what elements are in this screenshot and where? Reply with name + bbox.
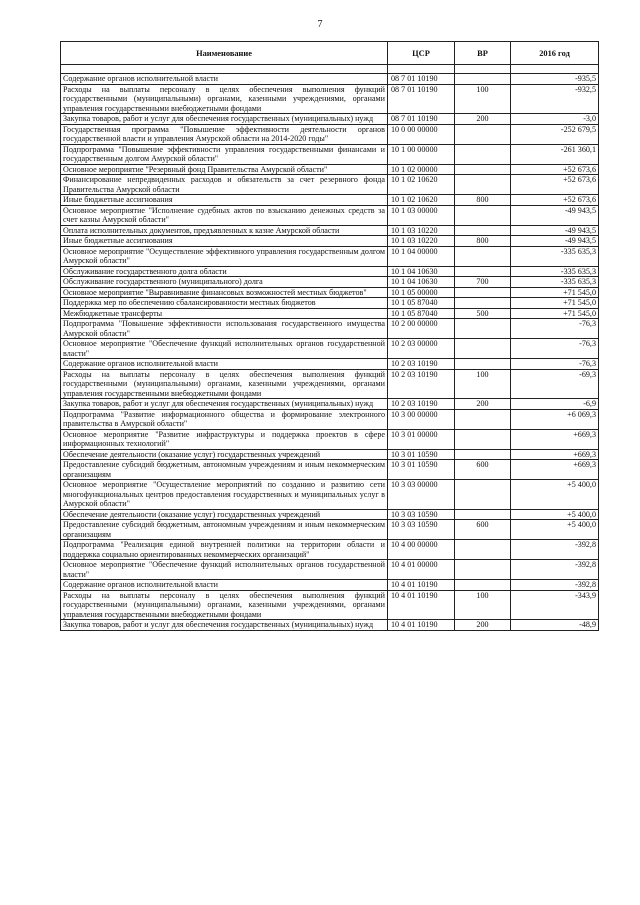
row-sum-cell: -76,3 [511,339,599,359]
row-csr-cell: 10 1 02 10620 [388,195,455,206]
row-csr-cell: 10 3 03 10590 [388,509,455,520]
row-csr-cell: 10 3 03 10590 [388,520,455,540]
row-vr-cell [455,449,511,460]
table-row [61,308,599,319]
header-name: Наименование [61,42,388,65]
row-sum-cell: +52 673,6 [511,164,599,175]
row-vr-cell: 200 [455,399,511,410]
table-row [61,580,599,591]
row-csr-cell: 10 1 05 00000 [388,287,455,298]
row-name-cell: Основное мероприятие "Осуществление эффективного управления государственным долгом Амурской области" [61,246,388,266]
row-vr-cell [455,287,511,298]
table-header-row [61,42,599,65]
row-name-cell: Содержание органов исполнительной власти [61,74,388,85]
row-name-cell: Иные бюджетные ассигнования [61,236,388,247]
row-sum-cell: -335 635,3 [511,246,599,266]
row-vr-cell [455,509,511,520]
table-row [61,124,599,144]
row-csr-cell: 10 3 00 00000 [388,409,455,429]
row-csr-cell: 10 1 03 10220 [388,225,455,236]
row-name-cell: Поддержка мер по обеспечению сбалансированности местных бюджетов [61,298,388,309]
row-name-cell: Предоставление субсидий бюджетным, автономным учреждениям и иным некоммерческим организациям [61,460,388,480]
row-csr-cell: 10 2 03 10190 [388,359,455,370]
row-csr-cell [388,65,455,74]
row-sum-cell: +5 400,0 [511,520,599,540]
row-csr-cell: 10 2 03 10190 [388,399,455,410]
table-row [61,65,599,74]
table-row [61,339,599,359]
table-row [61,540,599,560]
row-name-cell: Закупка товаров, работ и услуг для обеспечения государственных (муниципальных) нужд [61,114,388,125]
table-row [61,319,599,339]
row-vr-cell: 200 [455,620,511,631]
row-sum-cell: +5 400,0 [511,480,599,510]
row-name-cell: Основное мероприятие "Обеспечение функций исполнительных органов государственной власти" [61,339,388,359]
row-vr-cell [455,298,511,309]
row-vr-cell [455,124,511,144]
row-vr-cell [455,164,511,175]
row-name-cell: Расходы на выплаты персоналу в целях обеспечения выполнения функций государственными (муниципальными) органами, казенными учреждениями, органами управления государственными внебюджетными фондами [61,369,388,399]
row-vr-cell: 200 [455,114,511,125]
row-csr-cell: 10 4 00 00000 [388,540,455,560]
row-csr-cell: 10 2 03 10190 [388,369,455,399]
row-vr-cell [455,144,511,164]
row-csr-cell: 08 7 01 10190 [388,84,455,114]
row-csr-cell: 10 1 02 10620 [388,175,455,195]
row-csr-cell: 10 4 01 00000 [388,560,455,580]
row-vr-cell [455,74,511,85]
row-name-cell: Расходы на выплаты персоналу в целях обеспечения выполнения функций государственными (муниципальными) органами, казенными учреждениями, органами управления государственными внебюджетными фондами [61,590,388,620]
row-vr-cell: 100 [455,590,511,620]
table-row [61,298,599,309]
row-sum-cell: +52 673,6 [511,195,599,206]
row-name-cell: Содержание органов исполнительной власти [61,359,388,370]
row-sum-cell [511,65,599,74]
row-vr-cell: 800 [455,236,511,247]
row-name-cell: Межбюджетные трансферты [61,308,388,319]
row-name-cell: Основное мероприятие "Выравнивание финансовых возможностей местных бюджетов" [61,287,388,298]
row-csr-cell: 10 0 00 00000 [388,124,455,144]
row-sum-cell: +669,3 [511,429,599,449]
row-sum-cell: +5 400,0 [511,509,599,520]
row-sum-cell: +669,3 [511,449,599,460]
row-sum-cell: -49 943,5 [511,236,599,247]
row-name-cell: Основное мероприятие "Исполнение судебных актов по взысканию денежных средств за счет казны Амурской области" [61,205,388,225]
row-sum-cell: +71 545,0 [511,287,599,298]
row-vr-cell [455,339,511,359]
row-sum-cell: -69,3 [511,369,599,399]
table-row [61,449,599,460]
row-vr-cell [455,359,511,370]
row-name-cell: Обеспечение деятельности (оказание услуг) государственных учреждений [61,449,388,460]
row-sum-cell: -261 360,1 [511,144,599,164]
row-sum-cell: -76,3 [511,359,599,370]
row-name-cell: Обеспечение деятельности (оказание услуг) государственных учреждений [61,509,388,520]
row-vr-cell: 800 [455,195,511,206]
table-row [61,175,599,195]
row-csr-cell: 10 1 04 00000 [388,246,455,266]
row-vr-cell: 600 [455,520,511,540]
row-name-cell: Основное мероприятие "Резервный фонд Правительства Амурской области" [61,164,388,175]
row-vr-cell: 500 [455,308,511,319]
row-csr-cell: 10 1 02 00000 [388,164,455,175]
row-sum-cell: -3,0 [511,114,599,125]
header-year: 2016 год [511,42,599,65]
row-name-cell: Обслуживание государственного долга области [61,266,388,277]
table-row [61,359,599,370]
row-vr-cell: 100 [455,84,511,114]
row-csr-cell: 10 1 04 10630 [388,266,455,277]
row-csr-cell: 10 1 03 10220 [388,236,455,247]
row-csr-cell: 10 1 05 87040 [388,298,455,309]
row-vr-cell [455,319,511,339]
row-name-cell: Основное мероприятие "Обеспечение функций исполнительных органов государственной власти" [61,560,388,580]
table-row [61,509,599,520]
row-csr-cell: 10 4 01 10190 [388,620,455,631]
row-vr-cell [455,225,511,236]
row-csr-cell: 10 1 00 00000 [388,144,455,164]
row-sum-cell: -76,3 [511,319,599,339]
row-vr-cell [455,205,511,225]
table-row [61,480,599,510]
row-vr-cell [455,175,511,195]
row-csr-cell: 10 2 00 00000 [388,319,455,339]
row-sum-cell: -49 943,5 [511,205,599,225]
row-name-cell: Оплата исполнительных документов, предъявленных к казне Амурской области [61,225,388,236]
budget-table [60,41,599,631]
table-row [61,409,599,429]
row-name-cell: Закупка товаров, работ и услуг для обеспечения государственных (муниципальных) нужд [61,620,388,631]
row-sum-cell: -335 635,3 [511,266,599,277]
row-csr-cell: 10 3 01 10590 [388,460,455,480]
table-row [61,560,599,580]
row-name-cell: Государственная программа "Повышение эффективности деятельности органов государственной власти и управления Амурской области на 2014-2020 годы" [61,124,388,144]
table-row [61,287,599,298]
row-name-cell: Содержание органов исполнительной власти [61,580,388,591]
row-name-cell: Финансирование непредвиденных расходов и обязательств за счет резервного фонда Правительства Амурской области [61,175,388,195]
row-name-cell: Расходы на выплаты персоналу в целях обеспечения выполнения функций государственными (муниципальными) органами, казенными учреждениями, органами управления государственными внебюджетными фондами [61,84,388,114]
row-name-cell: Подпрограмма "Повышение эффективности использования государственного имущества Амурской области" [61,319,388,339]
table-row [61,195,599,206]
row-sum-cell: +71 545,0 [511,298,599,309]
table-row [61,620,599,631]
table-row [61,144,599,164]
row-name-cell: Предоставление субсидий бюджетным, автономным учреждениям и иным некоммерческим организациям [61,520,388,540]
table-row [61,460,599,480]
row-sum-cell: -6,9 [511,399,599,410]
row-vr-cell [455,246,511,266]
row-sum-cell: +669,3 [511,460,599,480]
row-vr-cell [455,409,511,429]
row-csr-cell: 10 3 01 10590 [388,449,455,460]
row-csr-cell: 10 4 01 10190 [388,590,455,620]
row-sum-cell: -392,8 [511,580,599,591]
row-name-cell: Подпрограмма "Реализация единой внутренней политики на территории области и поддержка социально ориентированных некоммерческих организаций" [61,540,388,560]
row-sum-cell: +71 545,0 [511,308,599,319]
row-csr-cell: 10 3 03 00000 [388,480,455,510]
row-csr-cell: 08 7 01 10190 [388,74,455,85]
row-csr-cell: 08 7 01 10190 [388,114,455,125]
row-sum-cell: -252 679,5 [511,124,599,144]
row-name-cell [61,65,388,74]
row-csr-cell: 10 1 05 87040 [388,308,455,319]
row-csr-cell: 10 1 03 00000 [388,205,455,225]
row-vr-cell [455,429,511,449]
row-sum-cell: -392,8 [511,560,599,580]
row-name-cell: Подпрограмма "Повышение эффективности управления государственными финансами и государственным долгом Амурской области" [61,144,388,164]
row-name-cell: Основное мероприятие "Развитие инфраструктуры и поддержка проектов в сфере информационных технологий" [61,429,388,449]
row-vr-cell [455,540,511,560]
row-vr-cell [455,560,511,580]
table-row [61,520,599,540]
row-vr-cell: 100 [455,369,511,399]
row-sum-cell: -343,9 [511,590,599,620]
row-vr-cell [455,65,511,74]
table-row [61,369,599,399]
row-csr-cell: 10 4 01 10190 [388,580,455,591]
row-sum-cell: -335 635,3 [511,277,599,288]
table-row [61,84,599,114]
table-row [61,246,599,266]
row-vr-cell: 700 [455,277,511,288]
table-row [61,399,599,410]
row-csr-cell: 10 3 01 00000 [388,429,455,449]
row-sum-cell: +6 069,3 [511,409,599,429]
row-name-cell: Обслуживание государственного (муниципального) долга [61,277,388,288]
table-row [61,74,599,85]
row-csr-cell: 10 1 04 10630 [388,277,455,288]
table-row [61,225,599,236]
row-name-cell: Подпрограмма "Развитие информационного общества и формирование электронного правительства в Амурской области" [61,409,388,429]
page-number: 7 [317,19,323,30]
row-csr-cell: 10 2 03 00000 [388,339,455,359]
table-row [61,590,599,620]
header-csr: ЦСР [388,42,455,65]
row-name-cell: Иные бюджетные ассигнования [61,195,388,206]
row-name-cell: Основное мероприятие "Осуществление мероприятий по созданию и развитию сети многофункциональных центров предоставления государственных и муниципальных услуг в Амурской области" [61,480,388,510]
row-sum-cell: -392,8 [511,540,599,560]
row-vr-cell [455,266,511,277]
row-sum-cell: -935,5 [511,74,599,85]
table-row [61,236,599,247]
table-body [61,65,599,631]
table-row [61,266,599,277]
row-vr-cell: 600 [455,460,511,480]
row-sum-cell: -932,5 [511,84,599,114]
table-row [61,429,599,449]
row-sum-cell: -49 943,5 [511,225,599,236]
row-vr-cell [455,580,511,591]
row-sum-cell: -48,9 [511,620,599,631]
table-row [61,205,599,225]
row-sum-cell: +52 673,6 [511,175,599,195]
header-vr: ВР [455,42,511,65]
row-vr-cell [455,480,511,510]
table-row [61,277,599,288]
table-row [61,164,599,175]
table-row [61,114,599,125]
row-name-cell: Закупка товаров, работ и услуг для обеспечения государственных (муниципальных) нужд [61,399,388,410]
